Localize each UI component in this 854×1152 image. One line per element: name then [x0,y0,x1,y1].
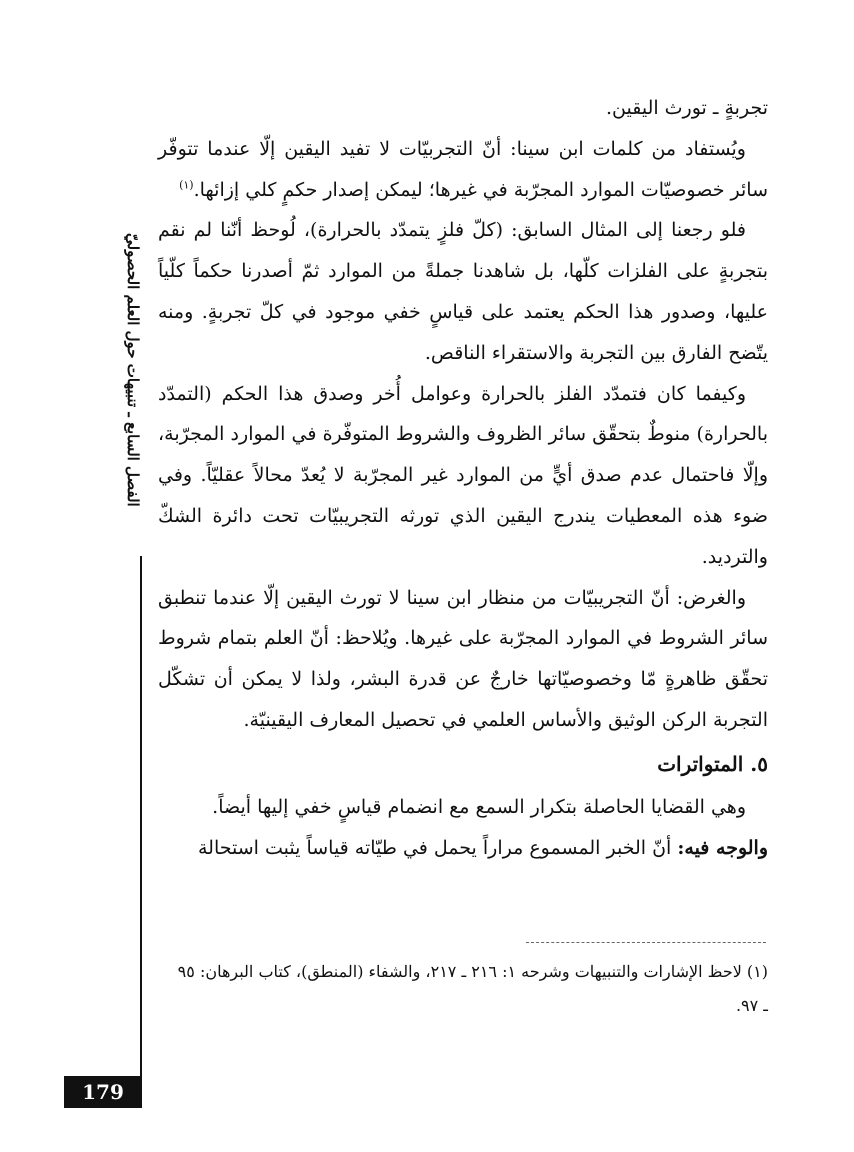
paragraph-2 [158,129,768,211]
paragraph-3: فلو رجعنا إلى المثال السابق: (كلّ فلزٍ يتمدّد بالحرارة)، لُوحظ أنّنا لم نقم بتجربةٍ على الفلزات كلّها، بل شاهدنا جملةً من الموارد ثمّ أصدرنا حكماً كلّياً عليها، وصدور هذا الحكم يعتمد على قياسٍ خفي موجود في كلّ تجربةٍ. ومنه يتّضح الفارق بين التجربة والاستقراء الناقص. [158,219,768,364]
footnote-reference[interactable]: (١) [179,178,194,192]
paragraph-6: وهي القضايا الحاصلة بتكرار السمع مع انضمام قياسٍ خفي إليها أيضاً. [212,795,746,818]
chapter-running-title: الفصل السابع ـ تنبيهات حول العلم الحصوليّ [124,233,142,507]
page-number: 179 [64,1076,142,1108]
paragraph-1: تجربةٍ ـ تورث اليقين. [605,97,768,119]
paragraph-7 [158,828,768,869]
section-heading: ٥. المتواترات [657,751,768,776]
footnote [158,955,768,1023]
paragraph-4: وكيفما كان فتمدّد الفلز بالحرارة وعوامل أُخر وصدق هذا الحكم (التمدّد بالحرارة) منوطٌ بتحقّق سائر الظروف والشروط المتوفّرة في الموارد المجرّبة، وإلّا فاحتمال عدم صدق أيٍّ من الموارد غير المجرّبة لا يُعدّ محالاً عقليّاً. وفي ضوء هذه المعطيات يندرج اليقين الذي تورثه التجريبيّات تحت دائرة الشكّ والترديد. [158,382,768,568]
paragraph-5: والغرض: أنّ التجريبيّات من منظار ابن سينا لا تورث اليقين إلّا عندما تنطبق سائر الشروط في الموارد المجرّبة على غيرها. ويُلاحظ: أنّ العلم بتمام شروط تحقّق ظاهرةٍ مّا وخصوصيّاتها خارجٌ عن قدرة البشر، ولذا لا يمكن أن تشكّل التجربة الركن الوثيق والأساس العلمي في تحصيل المعارف اليقينيّة. [158,586,768,731]
paragraph-7-text: أنّ الخبر المسموع مراراً يحمل في طيّاته قياساً يثبت استحالة [198,836,678,859]
footnote-separator [526,942,766,943]
paragraph-2-text: ويُستفاد من كلمات ابن سينا: أنّ التجربيّات لا تفيد اليقين إلّا عندما تتوفّر سائر خصوصيّات الموارد المجرّبة في غيرها؛ ليمكن إصدار حكمٍ كلي إزائها. [158,137,768,201]
sidebar-vertical-rule [140,556,142,1108]
paragraph-7-lead: والوجه فيه: [677,836,768,859]
footnote-line-2: ـ ٩٧. [735,996,768,1015]
main-text [158,88,768,868]
footnote-line-1: (١) لاحظ الإشارات والتنبيهات وشرحه ١: ٢١٦ ـ ٢١٧، والشفاء (المنطق)، كتاب البرهان: ٩٥ [177,962,768,981]
